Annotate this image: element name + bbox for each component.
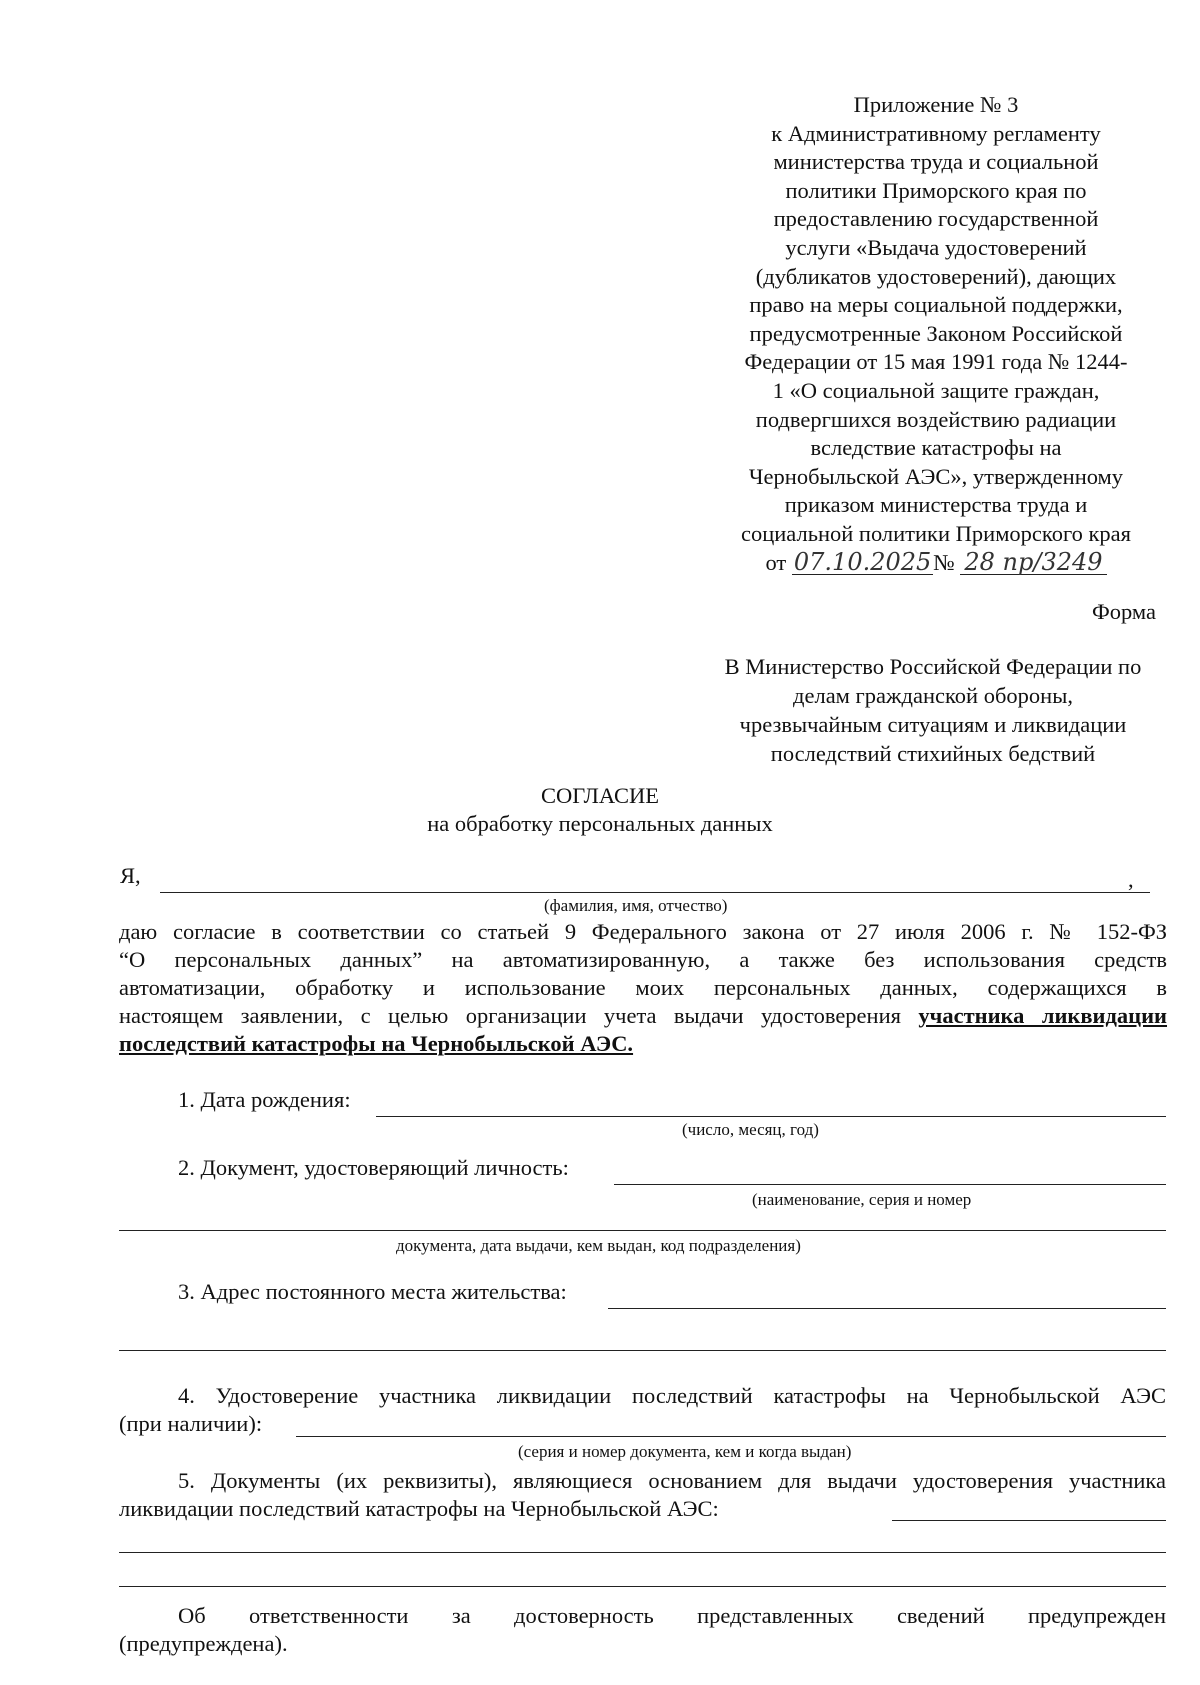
responsibility-text: Об ответственности за достоверность представленных сведений предупрежден [178,1603,1166,1628]
addressee-line: чрезвычайным ситуациям и ликвидации [739,712,1127,737]
identity-doc-label: 2. Документ, удостоверяющий личность: [178,1155,569,1180]
applicant-comma: , [1128,867,1134,892]
address-line[interactable] [608,1308,1166,1309]
consent-line-last [119,1030,1167,1058]
birth-date-line[interactable] [376,1116,1166,1117]
consent-line-bold-last: последствий катастрофы на Чернобыльской АЭС. [119,1031,634,1056]
certificate-text-2: (при наличии): [119,1411,263,1436]
addressee-line: последствий стихийных бедствий [770,741,1096,766]
document-subtitle: на обработку персональных данных [427,811,773,836]
documents-line-2[interactable] [119,1552,1166,1553]
annex-block [706,91,1166,577]
annex-line: (дубликатов удостоверений), дающих [755,263,1117,289]
birth-date-hint: (число, месяц, год) [682,1120,819,1139]
address-label: 3. Адрес постоянного места жительства: [178,1279,567,1304]
annex-line: услуги «Выдача удостоверений [785,234,1087,260]
annex-line: Федерации от 15 мая 1991 года № 1244- [744,349,1128,375]
number-label: № [933,549,955,575]
annex-line: политики Приморского края по [785,177,1087,203]
applicant-name-line[interactable] [160,892,1150,893]
applicant-hint: (фамилия, имя, отчество) [544,896,728,915]
annex-line: вследствие катастрофы на [810,435,1062,461]
annex-line: подвергшихся воздействию радиации [755,406,1117,432]
certificate-line[interactable] [296,1436,1166,1437]
annex-line: Приложение № 3 [853,92,1019,117]
annex-line: приказом министерства труда и [784,492,1088,518]
annex-line: предусмотренные Законом Российской [749,320,1123,346]
annex-line: к Административному регламенту [771,120,1101,146]
annex-order-line [706,549,1166,578]
identity-doc-hint-1: (наименование, серия и номер [752,1190,972,1209]
certificate-text: 4. Удостоверение участника ликвидации последствий катастрофы на Чернобыльской АЭС [178,1383,1166,1408]
consent-line: автоматизации, обработку и использование моих персональных данных, содержащихся в [119,975,1167,1000]
address-line-2[interactable] [119,1350,1166,1351]
handwritten-date: 07.10.2025 [793,547,932,576]
birth-date-label: 1. Дата рождения: [178,1087,351,1112]
documents-line[interactable] [892,1520,1166,1521]
form-label: Форма [1092,599,1157,624]
consent-paragraph [119,918,1167,1058]
responsibility-text-2: (предупреждена). [119,1631,288,1656]
documents-text-2: ликвидации последствий катастрофы на Чернобыльской АЭС: [119,1496,719,1521]
annex-line: 1 «О социальной защите граждан, [772,377,1100,403]
annex-line: право на меры социальной поддержки, [749,292,1123,318]
annex-line: Чернобыльской АЭС», утвержденному [748,463,1124,489]
document-title: СОГЛАСИЕ [541,783,659,808]
consent-line [119,1002,1167,1030]
certificate-hint: (серия и номер документа, кем и когда выдан) [518,1442,852,1461]
documents-text: 5. Документы (их реквизиты), являющиеся основанием для выдачи удостоверения участника [178,1468,1166,1493]
annex-line: министерства труда и социальной [773,149,1099,175]
identity-doc-hint-2: документа, дата выдачи, кем выдан, код подразделения) [396,1236,801,1255]
from-label: от [765,549,787,575]
consent-line-plain: настоящем заявлении, с целью организации учета выдачи удостоверения [119,1003,901,1028]
addressee-block [700,652,1166,768]
annex-line: предоставлению государственной [773,206,1099,232]
consent-line: даю согласие в соответствии со статьей 9 Федерального закона от 27 июля 2006 г. № 152-ФЗ [119,919,1167,944]
addressee-line: В Министерство Российской Федерации по [724,654,1142,679]
handwritten-number: 28 пр/3249 [960,550,1106,575]
annex-line: социальной политики Приморского края [740,520,1132,546]
identity-doc-line-2[interactable] [119,1230,1166,1231]
identity-doc-line[interactable] [614,1184,1166,1185]
consent-line: “О персональных данных” на автоматизированную, а также без использования средств [119,947,1167,972]
consent-line-bold: участника ликвидации [918,1003,1168,1028]
documents-line-3[interactable] [119,1586,1166,1587]
applicant-prefix: Я, [120,863,141,888]
addressee-line: делам гражданской обороны, [793,683,1073,708]
